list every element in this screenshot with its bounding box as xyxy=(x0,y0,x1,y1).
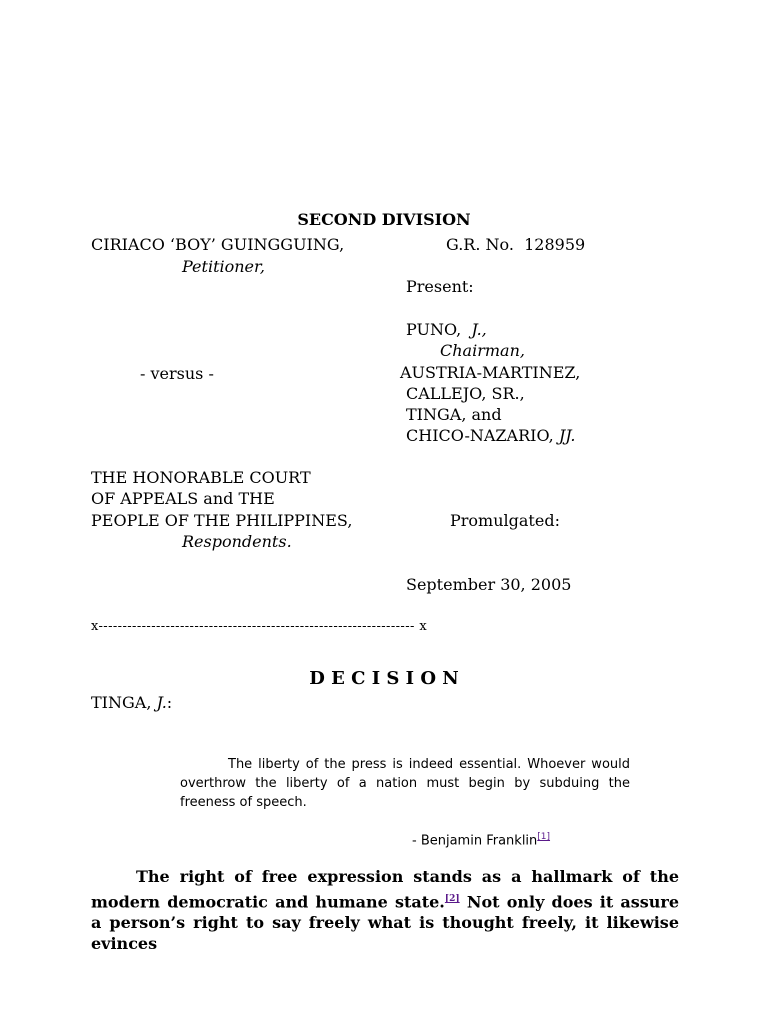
petitioner-name: CIRIACO ‘BOY’ GUINGGUING, xyxy=(91,235,345,254)
justice-tinga: TINGA, and xyxy=(406,405,502,424)
promulgation-date: September 30, 2005 xyxy=(406,575,572,594)
justice-callejo: CALLEJO, SR., xyxy=(406,384,525,403)
epigraph-attribution: - Benjamin Franklin[1] xyxy=(412,832,551,849)
respondent-role: Respondents. xyxy=(182,532,292,551)
footnote-link-2[interactable]: [2] xyxy=(444,894,460,904)
justice-puno: PUNO, J., xyxy=(406,320,487,339)
respondent-line-3: PEOPLE OF THE PHILIPPINES, xyxy=(91,511,353,530)
justice-austria-martinez: AUSTRIA-MARTINEZ, xyxy=(400,363,581,382)
case-number xyxy=(446,235,585,255)
body-paragraph: The right of free expression stands as a hallmark of the modern democratic and humane state.[2] Not only does it assure a person’s right to say freely what is thought freely, it likewise evinces xyxy=(91,867,680,954)
division-heading: SECOND DIVISION xyxy=(297,210,471,229)
respondent-line-2: OF APPEALS and THE xyxy=(91,489,275,508)
ponente: TINGA, J.: xyxy=(91,693,173,712)
present-label: Present: xyxy=(406,277,474,296)
epigraph-quote xyxy=(180,755,630,812)
petitioner-role: Petitioner, xyxy=(182,257,265,276)
versus-label: - versus - xyxy=(140,364,214,383)
chairman-label: Chairman, xyxy=(440,341,525,360)
promulgated-label: Promulgated: xyxy=(450,511,560,530)
gr-label: G.R. No. xyxy=(446,235,514,254)
separator-line: x------------------------------------------------------------------ x xyxy=(91,619,428,634)
epigraph-text: The liberty of the press is indeed essential. Whoever would overthrow the liberty of a nation must begin by subduing the freeness of speech. xyxy=(180,757,630,810)
decision-title: D E C I S I O N xyxy=(309,668,459,689)
gr-number: 128959 xyxy=(524,235,586,254)
footnote-link-1[interactable]: [1] xyxy=(537,832,551,842)
respondent-line-1: THE HONORABLE COURT xyxy=(91,468,311,487)
justice-chico-nazario: CHICO-NAZARIO, JJ. xyxy=(406,426,576,445)
